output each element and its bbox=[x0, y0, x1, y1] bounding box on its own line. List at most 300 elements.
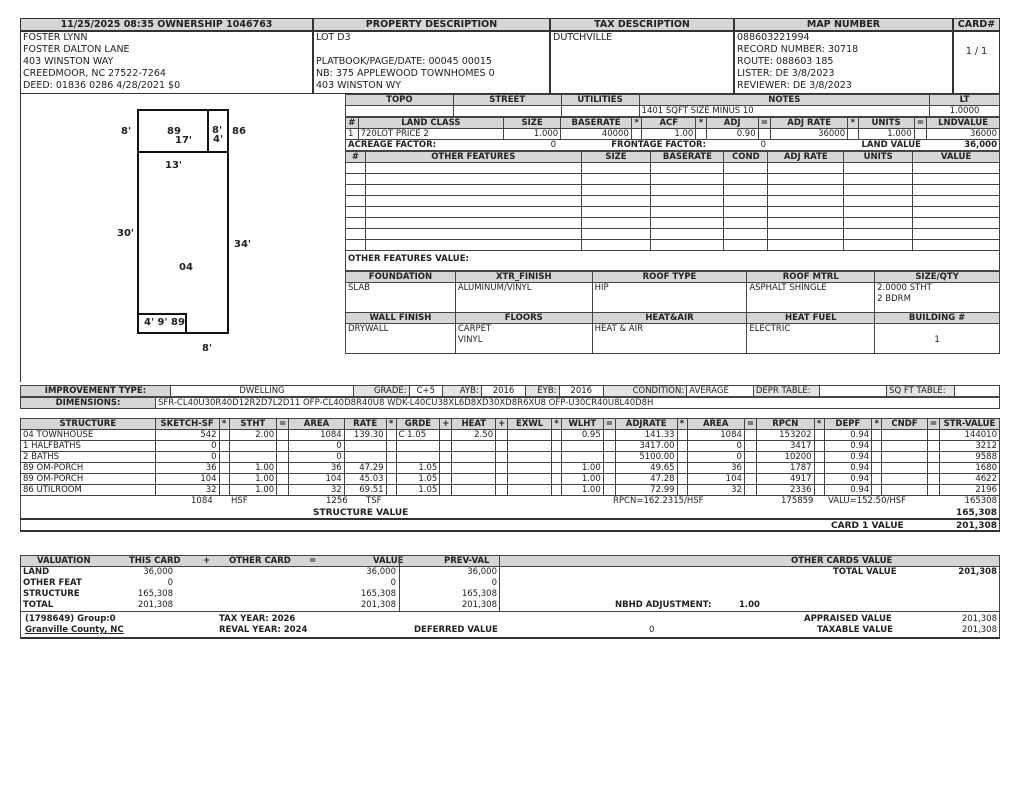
construction-value-line: 2 BDRM bbox=[877, 294, 911, 304]
valuation-cell: 165,308 bbox=[461, 589, 497, 599]
structure-cell bbox=[603, 452, 615, 463]
street-value bbox=[453, 106, 561, 117]
other-feature-cell bbox=[365, 207, 581, 218]
construction-value-line: HIP bbox=[594, 283, 609, 293]
structure-row bbox=[21, 463, 1000, 474]
nbhd-adjustment: 1.00 bbox=[739, 600, 760, 610]
valuation-cell: 36,000 bbox=[143, 567, 173, 577]
equals-sign: = bbox=[309, 556, 317, 566]
structure-cell: 9588 bbox=[939, 452, 999, 463]
other-feature-cell bbox=[346, 163, 366, 174]
structure-cell bbox=[219, 474, 229, 485]
structure-cell: 141.33 bbox=[615, 430, 677, 441]
hsf-total: 1084 bbox=[191, 496, 213, 506]
structure-cell bbox=[508, 441, 552, 452]
structure-cell: 4917 bbox=[757, 474, 815, 485]
structure-cell: 0.94 bbox=[824, 474, 872, 485]
other-feature-cell bbox=[768, 207, 844, 218]
ownership-header: 11/25/2025 08:35 OWNERSHIP 1046763 bbox=[20, 18, 313, 31]
structure-cell: 04 TOWNHOUSE bbox=[21, 430, 156, 441]
sketch-label: 34' bbox=[234, 239, 251, 250]
structure-cell: 153202 bbox=[757, 430, 815, 441]
construction-value-line: CARPET bbox=[457, 324, 492, 334]
card-number-header: CARD# bbox=[953, 18, 1000, 31]
structure-cell: 3417.00 bbox=[615, 441, 677, 452]
sketch-label: 04 bbox=[179, 262, 193, 273]
other-feature-cell bbox=[844, 218, 913, 229]
sketch-label: 4' 9' 89 bbox=[144, 317, 185, 328]
card-value-label: CARD 1 VALUE bbox=[831, 521, 904, 531]
lot: LOT D3 bbox=[316, 32, 351, 43]
other-feature-cell bbox=[724, 163, 768, 174]
structure-col-header: HEAT bbox=[452, 419, 496, 430]
other-cards-value-label: OTHER CARDS VALUE bbox=[791, 556, 893, 566]
structure-cell bbox=[882, 485, 928, 496]
other-feature-cell bbox=[365, 174, 581, 185]
structure-cell: 104 bbox=[289, 474, 344, 485]
structure-cell: 89 OM-PORCH bbox=[21, 463, 156, 474]
land-col-header: LAND CLASS bbox=[358, 118, 503, 129]
col-street: STREET bbox=[453, 95, 561, 106]
construction-value-line bbox=[877, 324, 997, 335]
structure-cell bbox=[872, 474, 882, 485]
structure-cell: 1.05 bbox=[396, 474, 440, 485]
property-description-header: PROPERTY DESCRIPTION bbox=[313, 18, 550, 31]
land-cell bbox=[631, 129, 641, 140]
structure-cell bbox=[551, 441, 561, 452]
col-value: VALUE bbox=[913, 152, 1000, 163]
structure-cell bbox=[551, 463, 561, 474]
other-feature-row bbox=[346, 196, 1000, 207]
structure-cell bbox=[496, 430, 508, 441]
deferred-value-label: DEFERRED VALUE bbox=[414, 625, 498, 635]
structure-cell bbox=[872, 430, 882, 441]
structure-cell bbox=[551, 430, 561, 441]
valuation-cell: 0 bbox=[390, 578, 396, 588]
total-value: 201,308 bbox=[958, 567, 997, 577]
acreage-factor: 0 bbox=[550, 140, 556, 150]
card-value: 201,308 bbox=[956, 521, 997, 531]
structure-cell bbox=[677, 430, 687, 441]
other-feature-cell bbox=[844, 196, 913, 207]
record-number: RECORD NUMBER: 30718 bbox=[737, 44, 859, 55]
structure-cell bbox=[551, 452, 561, 463]
valuation-cell: 165,308 bbox=[137, 589, 173, 599]
land-col-header: * bbox=[631, 118, 641, 129]
structure-cell bbox=[551, 485, 561, 496]
land-col-header: = bbox=[758, 118, 771, 129]
col-adj-rate: ADJ RATE bbox=[768, 152, 844, 163]
structure-cell bbox=[452, 485, 496, 496]
sketch-label: 30' bbox=[117, 228, 134, 239]
str-total: 165308 bbox=[964, 496, 997, 506]
structure-cell: 1.05 bbox=[396, 485, 440, 496]
construction-value bbox=[346, 324, 456, 354]
other-feature-cell bbox=[365, 196, 581, 207]
construction-value bbox=[747, 324, 875, 354]
construction-value-line: VINYL bbox=[457, 335, 483, 345]
structure-col-header: * bbox=[386, 419, 396, 430]
other-feature-cell bbox=[365, 218, 581, 229]
structure-cell: 0 bbox=[289, 441, 344, 452]
other-feature-cell bbox=[913, 207, 1000, 218]
valuation-cell: STRUCTURE bbox=[23, 589, 80, 599]
hsf-label: HSF bbox=[231, 496, 248, 506]
structure-cell: 1.05 bbox=[396, 463, 440, 474]
valuation-cell: LAND bbox=[23, 567, 50, 577]
other-feature-cell bbox=[768, 240, 844, 251]
structure-cell bbox=[508, 474, 552, 485]
rpcn-total: 175859 bbox=[781, 496, 814, 506]
construction-value bbox=[747, 283, 875, 313]
structure-cell: 0 bbox=[155, 441, 219, 452]
valuation-header bbox=[21, 556, 999, 567]
construction-header: ROOF MTRL bbox=[747, 272, 875, 283]
other-feature-row bbox=[346, 174, 1000, 185]
structure-cell bbox=[496, 441, 508, 452]
construction-header: BUILDING # bbox=[875, 313, 1000, 324]
structure-cell: 1.00 bbox=[561, 474, 603, 485]
structure-col-header: STHT bbox=[229, 419, 277, 430]
reviewer: REVIEWER: DE 3/8/2023 bbox=[737, 80, 852, 91]
col-utilities: UTILITIES bbox=[561, 95, 639, 106]
structure-col-header: RPCN bbox=[757, 419, 815, 430]
structure-cell bbox=[872, 485, 882, 496]
other-feature-row bbox=[346, 163, 1000, 174]
structure-table bbox=[20, 418, 1000, 496]
structure-cell bbox=[277, 485, 289, 496]
structure-cell bbox=[396, 452, 440, 463]
construction-value-line: ELECTRIC bbox=[749, 324, 791, 334]
land-col-header: ACF bbox=[642, 118, 696, 129]
structure-col-header: DEPF bbox=[824, 419, 872, 430]
valuation-cell: 36,000 bbox=[366, 567, 396, 577]
value-col: VALUE bbox=[373, 556, 404, 566]
structure-cell bbox=[344, 441, 386, 452]
col-notes: NOTES bbox=[639, 95, 930, 106]
valuation-cell: 0 bbox=[167, 578, 173, 588]
structure-col-header: STRUCTURE bbox=[21, 419, 156, 430]
structure-cell: 32 bbox=[687, 485, 744, 496]
group-id: (1798649) Group:0 bbox=[25, 614, 116, 624]
land-table bbox=[345, 117, 1000, 140]
sketch-label: 89 bbox=[167, 126, 181, 137]
structure-cell bbox=[927, 463, 939, 474]
grade-label: GRADE: bbox=[354, 386, 410, 397]
structure-cell: 36 bbox=[155, 463, 219, 474]
frontage-factor-label: FRONTAGE FACTOR: bbox=[611, 140, 706, 150]
total-value-label: TOTAL VALUE bbox=[833, 567, 897, 577]
structure-cell: 2.50 bbox=[452, 430, 496, 441]
structure-cell bbox=[882, 463, 928, 474]
appraised-value-label: APPRAISED VALUE bbox=[804, 614, 892, 624]
structure-cell: 0.94 bbox=[824, 485, 872, 496]
structure-cell: 0.94 bbox=[824, 430, 872, 441]
condition-label: CONDITION: bbox=[603, 386, 686, 397]
condition: AVERAGE bbox=[687, 386, 754, 397]
structure-col-header: AREA bbox=[289, 419, 344, 430]
land-col-header: = bbox=[914, 118, 927, 129]
structure-cell bbox=[496, 463, 508, 474]
structure-cell bbox=[219, 430, 229, 441]
construction-value bbox=[875, 324, 1000, 354]
land-col-header: LNDVALUE bbox=[927, 118, 1000, 129]
structure-cell: 3212 bbox=[939, 441, 999, 452]
construction-value-line: 2.0000 STHT bbox=[877, 283, 932, 293]
sketch-label: 4' bbox=[213, 134, 224, 145]
structure-cell: 69.51 bbox=[344, 485, 386, 496]
dimensions-label: DIMENSIONS: bbox=[21, 398, 156, 409]
sketch-label: 13' bbox=[165, 160, 182, 171]
structure-value-label: STRUCTURE VALUE bbox=[313, 508, 409, 518]
construction-value bbox=[592, 324, 747, 354]
land-col-header: * bbox=[696, 118, 706, 129]
structure-cell: 72.99 bbox=[615, 485, 677, 496]
structure-cell bbox=[219, 452, 229, 463]
sqft-table bbox=[955, 386, 1000, 397]
other-card-col: OTHER CARD bbox=[229, 556, 291, 566]
structure-cell: 1 HALFBATHS bbox=[21, 441, 156, 452]
structure-cell: 1084 bbox=[289, 430, 344, 441]
other-feature-cell bbox=[365, 185, 581, 196]
structure-col-header: * bbox=[677, 419, 687, 430]
structure-col-header: SKETCH-SF bbox=[155, 419, 219, 430]
structure-cell bbox=[229, 441, 277, 452]
structure-col-header: CNDF bbox=[882, 419, 928, 430]
structure-cell bbox=[744, 430, 756, 441]
structure-cell bbox=[677, 441, 687, 452]
other-feature-cell bbox=[346, 185, 366, 196]
land-col-header: ADJ bbox=[706, 118, 758, 129]
structure-cell: 47.29 bbox=[344, 463, 386, 474]
structure-cell: 1084 bbox=[687, 430, 744, 441]
acreage-factor-label: ACREAGE FACTOR: bbox=[348, 140, 437, 150]
other-feature-cell bbox=[913, 163, 1000, 174]
structure-cell: 1.00 bbox=[229, 474, 277, 485]
other-feature-cell bbox=[844, 240, 913, 251]
reval-year: REVAL YEAR: 2024 bbox=[219, 625, 308, 635]
structure-cell: 36 bbox=[289, 463, 344, 474]
structure-cell: 89 OM-PORCH bbox=[21, 474, 156, 485]
structure-cell: 542 bbox=[155, 430, 219, 441]
structure-cell bbox=[219, 463, 229, 474]
structure-cell: 49.65 bbox=[615, 463, 677, 474]
other-feature-cell bbox=[768, 218, 844, 229]
structure-cell: 3417 bbox=[757, 441, 815, 452]
land-col-header: UNITS bbox=[858, 118, 914, 129]
structure-cell bbox=[603, 441, 615, 452]
structure-cell bbox=[814, 452, 824, 463]
land-cell: 720LOT PRICE 2 bbox=[358, 129, 503, 140]
grade: C+5 bbox=[409, 386, 442, 397]
other-feature-row bbox=[346, 207, 1000, 218]
structure-cell bbox=[872, 452, 882, 463]
structure-cell: C 1.05 bbox=[396, 430, 440, 441]
structure-cell: 32 bbox=[155, 485, 219, 496]
card-number-block bbox=[953, 31, 1000, 94]
structure-cell bbox=[927, 452, 939, 463]
structure-col-header: ADJRATE bbox=[615, 419, 677, 430]
land-col-header: SIZE bbox=[504, 118, 561, 129]
structure-cell bbox=[277, 474, 289, 485]
construction-header: ROOF TYPE bbox=[592, 272, 747, 283]
structure-cell: 0 bbox=[155, 452, 219, 463]
other-feature-cell bbox=[768, 185, 844, 196]
structure-value: 165,308 bbox=[956, 508, 997, 518]
neighborhood: NB: 375 APPLEWOOD TOWNHOMES 0 bbox=[316, 68, 495, 79]
other-feature-cell bbox=[768, 196, 844, 207]
structure-cell bbox=[603, 474, 615, 485]
tax-description-block bbox=[550, 31, 734, 94]
structure-cell: 104 bbox=[687, 474, 744, 485]
structure-cell bbox=[744, 463, 756, 474]
construction-header: XTR_FINISH bbox=[455, 272, 592, 283]
structure-col-header: STR-VALUE bbox=[939, 419, 999, 430]
owner-city: CREEDMOOR, NC 27522-7264 bbox=[23, 68, 166, 79]
structure-col-header: RATE bbox=[344, 419, 386, 430]
platbook: PLATBOOK/PAGE/DATE: 00045 00015 bbox=[316, 56, 492, 67]
structure-cell bbox=[814, 474, 824, 485]
property-description-block bbox=[313, 31, 550, 94]
structure-col-header: GRDE bbox=[396, 419, 440, 430]
prev-val-col: PREV-VAL bbox=[444, 556, 490, 566]
this-card-col: THIS CARD bbox=[129, 556, 181, 566]
structure-cell: 2336 bbox=[757, 485, 815, 496]
card-value-row bbox=[20, 520, 1000, 532]
other-feature-cell bbox=[365, 163, 581, 174]
deferred-value: 0 bbox=[649, 625, 655, 635]
structure-row bbox=[21, 441, 1000, 452]
owner-name-2: FOSTER DALTON LANE bbox=[23, 44, 130, 55]
construction-value bbox=[592, 283, 747, 313]
land-cell: 36000 bbox=[771, 129, 848, 140]
structure-cell bbox=[872, 441, 882, 452]
other-feature-cell bbox=[844, 207, 913, 218]
structure-cell: 0.94 bbox=[824, 452, 872, 463]
structure-col-header: = bbox=[744, 419, 756, 430]
structure-row bbox=[21, 485, 1000, 496]
other-feature-cell bbox=[844, 174, 913, 185]
structure-cell: 0 bbox=[687, 441, 744, 452]
sketch-label: 17' bbox=[175, 135, 192, 146]
structure-cell bbox=[386, 441, 396, 452]
structure-cell: 2196 bbox=[939, 485, 999, 496]
other-feature-row bbox=[346, 185, 1000, 196]
valuation-cell: 201,308 bbox=[137, 600, 173, 610]
structure-cell bbox=[508, 463, 552, 474]
taxable-value-label: TAXABLE VALUE bbox=[817, 625, 893, 635]
land-cell: 1.000 bbox=[504, 129, 561, 140]
structure-cell bbox=[603, 430, 615, 441]
structure-section bbox=[20, 418, 1000, 532]
structure-col-header: + bbox=[440, 419, 452, 430]
structure-cell bbox=[386, 452, 396, 463]
valuation-cell: 36,000 bbox=[467, 567, 497, 577]
sketch-label: 8' bbox=[121, 126, 132, 137]
structure-cell: 1.00 bbox=[229, 485, 277, 496]
structure-col-header: * bbox=[814, 419, 824, 430]
construction-value-line: DRYWALL bbox=[348, 324, 389, 334]
structure-cell: 36 bbox=[687, 463, 744, 474]
sketch-label: 8' bbox=[212, 125, 223, 136]
property-blank bbox=[316, 44, 549, 56]
construction-value-line: 1 bbox=[934, 335, 940, 345]
other-feature-cell bbox=[581, 163, 651, 174]
tsf-total: 1256 bbox=[326, 496, 348, 506]
structure-cell bbox=[386, 474, 396, 485]
structure-cell bbox=[882, 474, 928, 485]
structure-cell bbox=[440, 485, 452, 496]
valuation-cell: TOTAL bbox=[23, 600, 54, 610]
land-col-header: # bbox=[346, 118, 359, 129]
structure-cell bbox=[440, 452, 452, 463]
land-col-header: BASERATE bbox=[561, 118, 632, 129]
land-col-header: * bbox=[848, 118, 858, 129]
other-feature-cell bbox=[581, 240, 651, 251]
route: ROUTE: 088603 185 bbox=[737, 56, 834, 67]
structure-totals bbox=[20, 496, 1000, 507]
land-factors bbox=[345, 140, 1000, 151]
structure-cell bbox=[882, 452, 928, 463]
other-feature-cell bbox=[724, 240, 768, 251]
other-feature-cell bbox=[346, 207, 366, 218]
improvement-table bbox=[20, 385, 1000, 397]
col-units: UNITS bbox=[844, 152, 913, 163]
other-feature-cell bbox=[651, 196, 724, 207]
structure-col-header: + bbox=[496, 419, 508, 430]
structure-col-header: EXWL bbox=[508, 419, 552, 430]
other-feature-cell bbox=[913, 185, 1000, 196]
structure-cell bbox=[277, 430, 289, 441]
land-cell: 1.00 bbox=[642, 129, 696, 140]
col-topo: TOPO bbox=[346, 95, 454, 106]
improvement-type-label: IMPROVEMENT TYPE: bbox=[21, 386, 171, 397]
structure-cell: 5100.00 bbox=[615, 452, 677, 463]
structure-cell bbox=[277, 463, 289, 474]
other-feature-cell bbox=[581, 174, 651, 185]
structure-cell bbox=[744, 452, 756, 463]
land-cell bbox=[696, 129, 706, 140]
other-feature-cell bbox=[581, 218, 651, 229]
structure-cell bbox=[872, 463, 882, 474]
land-row bbox=[346, 129, 1000, 140]
land-cell bbox=[758, 129, 771, 140]
divider bbox=[399, 556, 400, 611]
notes-value: 1401 SQFT SIZE MINUS 10 bbox=[639, 106, 930, 117]
structure-cell: 1787 bbox=[757, 463, 815, 474]
other-feature-cell bbox=[913, 174, 1000, 185]
structure-cell bbox=[452, 441, 496, 452]
other-features-value-label: OTHER FEATURES VALUE: bbox=[345, 251, 1000, 271]
structure-cell bbox=[496, 485, 508, 496]
other-feature-cell bbox=[768, 174, 844, 185]
valuation-cell: 201,308 bbox=[461, 600, 497, 610]
other-feature-cell bbox=[844, 163, 913, 174]
structure-col-header: = bbox=[277, 419, 289, 430]
valu-per-hsf: VALU=152.50/HSF bbox=[828, 496, 907, 506]
lt-value: 1.0000 bbox=[930, 106, 1000, 117]
structure-cell: 10200 bbox=[757, 452, 815, 463]
county: Granville County, NC bbox=[25, 625, 124, 635]
structure-col-header: * bbox=[219, 419, 229, 430]
structure-row bbox=[21, 474, 1000, 485]
structure-cell: 0.94 bbox=[824, 441, 872, 452]
structure-cell bbox=[386, 463, 396, 474]
structure-cell bbox=[561, 441, 603, 452]
frontage-factor: 0 bbox=[760, 140, 766, 150]
structure-value-row bbox=[20, 507, 1000, 520]
divider bbox=[21, 611, 999, 612]
